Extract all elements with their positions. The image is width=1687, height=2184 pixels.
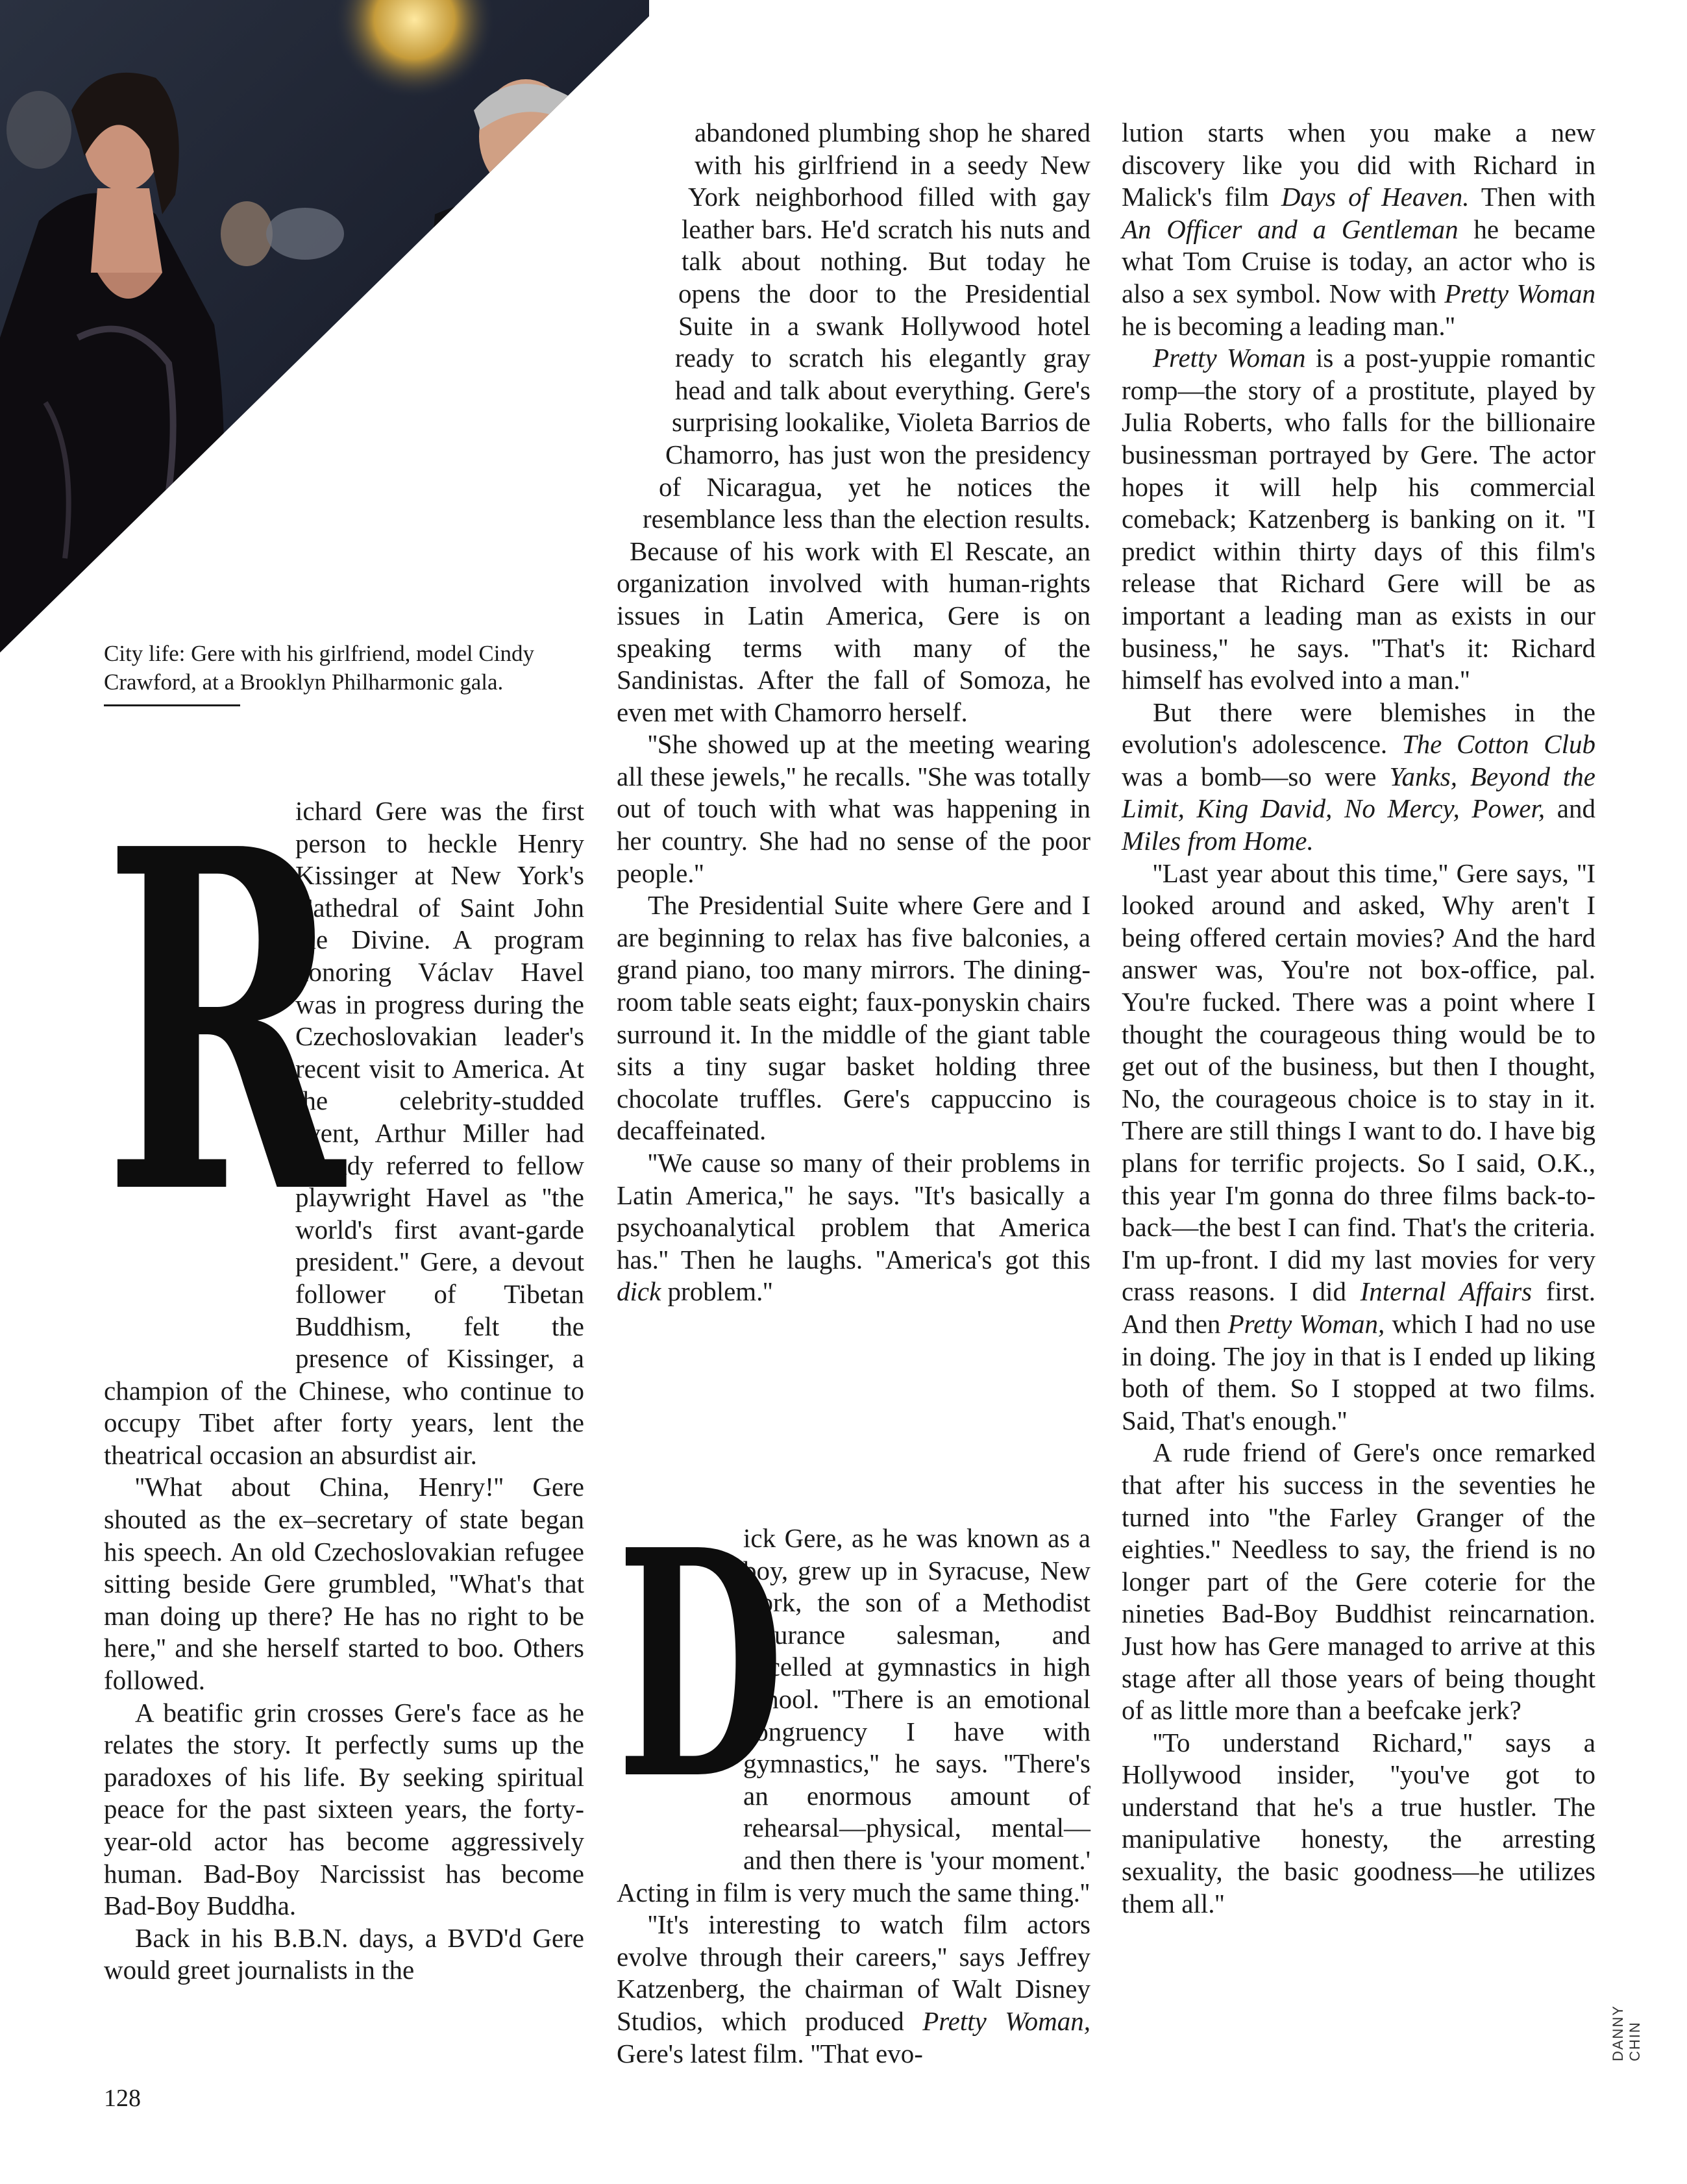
dropcap-d: D [617,1482,785,1848]
col3-paragraph-1: lution starts when you make a new discovery like you did with Richard in Malick's film Days of Heaven. Then with An Officer and a Gentleman he became what Tom Cruise is today, an actor who is also a sex symbol. Now with Pretty Woman he is becoming a leading man.'' [1122,118,1595,341]
column-1 [104,748,584,1987]
caption-rule [104,704,240,706]
photo-image [0,0,669,656]
col2b-paragraph-2: ''It's interesting to watch film actors evolve through their careers,'' says Jeffrey Katzenberg, the chairman of Walt Disney Studios, which produced Pretty Woman, Gere's latest film. ''That evo- [617,1909,1090,2068]
col2-paragraph-4: ''We cause so many of their problems in Latin America,'' he says. ''It's basically a psychoanalytical problem that America has.'' Then he laughs. ''America's got this dick problem.'' [617,1148,1090,1307]
column-2-bottom [617,1482,1090,2070]
photo-gere-crawford [0,0,669,656]
col1-paragraph-3: A beatific grin crosses Gere's face as he relates the story. It perfectly sums up the paradoxes of his life. By seeking spiritual peace for the past sixteen years, the forty-year-old actor has become aggressively human. Bad-Boy Narcissist has become Bad-Boy Buddha. [104,1697,584,1921]
col1-paragraph-4: Back in his B.B.N. days, a BVD'd Gere would greet journalists in the [104,1922,584,1985]
col3-paragraph-3: But there were blemishes in the evolution's adolescence. The Cotton Club was a bomb—so were Yanks, Beyond the Limit, King David, No Mercy, Power, and Miles from Home. [1122,697,1595,856]
col2b-paragraph-1: ick Gere, as he was known as a boy, grew up in Syracuse, New York, the son of a Methodist insurance salesman, and excelled at gymnastics in high school. ''There is an emotional congruency I have with gymnastics,'' he says. ''There's an enormous amount of rehearsal—physical, mental—and then there is 'your moment.' Acting in film is very much the same thing.'' [617,1523,1090,1907]
col1-paragraph-2: ''What about China, Henry!'' Gere shouted as the ex–secretary of state began his speech. An old Czechoslovakian refugee sitting beside Gere grumbled, ''What's that man doing up there? He has no right to be here,'' and she herself started to boo. Others followed. [104,1472,584,1696]
col3-paragraph-2: Pretty Woman is a post-yuppie romantic romp—the story of a prostitute, played by Julia Roberts, who falls for the billionaire businessman portrayed by Gere. The actor hopes it will help his commercial comeback; Katzenberg is banking on it. ''I predict within thirty days of this film's release that Richard Gere will be as important a leading man as exists in our business,'' he says. ''That's it: Richard himself has evolved into a man.'' [1122,343,1596,695]
photo-caption: City life: Gere with his girlfriend, model Cindy Crawford, at a Brooklyn Philharmonic gala. [104,641,534,695]
col3-paragraph-5: A rude friend of Gere's once remarked that after his success in the seventies he turned into ''the Farley Granger of the eighties.'' Needless to say, the friend is no longer part of the Gere coterie for the nineties Bad-Boy Buddhist reincarnation. Just how has Gere managed to arrive at this stage after all those years of being thought of as little more than a beefcake jerk? [1122,1437,1595,1726]
col1-paragraph-1: ichard Gere was the first person to heckle Henry Kissinger at New York's Cathedral of Saint John the Divine. A program honoring Václav Havel was in progress during the Czechoslovakian leader's recent visit to America. At the celebrity-studded event, Arthur Miller had already referred to fellow playwright Havel as ''the world's first avant-garde president.'' Gere, a devout follower of Tibetan Buddhism, felt the presence of Kissinger, a champion of the Chinese, who continue to occupy Tibet after forty years, lent the theatrical occasion an absurdist air. [104,796,584,1470]
col3-paragraph-4: ''Last year about this time,'' Gere says, ''I looked around and asked, Why aren't I being offered certain movies? And the hard answer was, You're not box-office, pal. You're fucked. There was a point where I thought the courageous thing would be to get out of the business, but then I thought, No, the courageous choice is to stay in it. There are still things I want to do. I have big plans for terrific projects. So I said, O.K., this year I'm gonna do three films back-to-back—the best I can find. That's the criteria. I'm up-front. I did my last movies for very crass reasons. I did Internal Affairs first. And then Pretty Woman, which I had no use in doing. The joy in that is I ended up liking both of them. So I stopped at two films. Said, That's enough.'' [1122,858,1596,1435]
col2-paragraph-3: The Presidential Suite where Gere and I are beginning to relax has five balconies, a grand piano, too many mirrors. The dining-room table seats eight; faux-ponyskin chairs surround it. In the middle of the giant table sits a tiny sugar basket holding three chocolate truffles. Gere's cappuccino is decaffeinated. [617,890,1090,1146]
column-2-top [617,117,1090,1308]
col2-paragraph-2: ''She showed up at the meeting wearing all these jewels,'' he recalls. ''She was totally out of touch with what was happening in her country. She had no sense of the poor people.'' [617,729,1090,888]
photo-credit: DANNY CHIN [1610,2005,1643,2061]
col2-paragraph-1: abandoned plumbing shop he shared with his girlfriend in a seedy New York neighborhood filled with gay leather bars. He'd scratch his nuts and talk about nothing. But today he opens the door to the Presidential Suite in a swank Hollywood hotel ready to scratch his elegantly gray head and talk about everything. Gere's surprising lookalike, Violeta Barrios de Chamorro, has just won the presidency of Nicaragua, yet he notices the resemblance less than the election results. Because of his work with El Rescate, an organization involved with human-rights issues in Latin America, Gere is on speaking terms with many of the Sandinistas. After the fall of Somoza, he even met with Chamorro herself. [617,118,1090,727]
col3-paragraph-6: ''To understand Richard,'' says a Hollywood insider, ''you've got to understand that he's a true hustler. The manipulative honesty, the arresting sexuality, the basic goodness—he utilizes them all.'' [1122,1727,1595,1918]
page-number: 128 [104,2085,141,2112]
column-3 [1122,117,1595,1920]
dropcap-r: R [104,748,345,1297]
